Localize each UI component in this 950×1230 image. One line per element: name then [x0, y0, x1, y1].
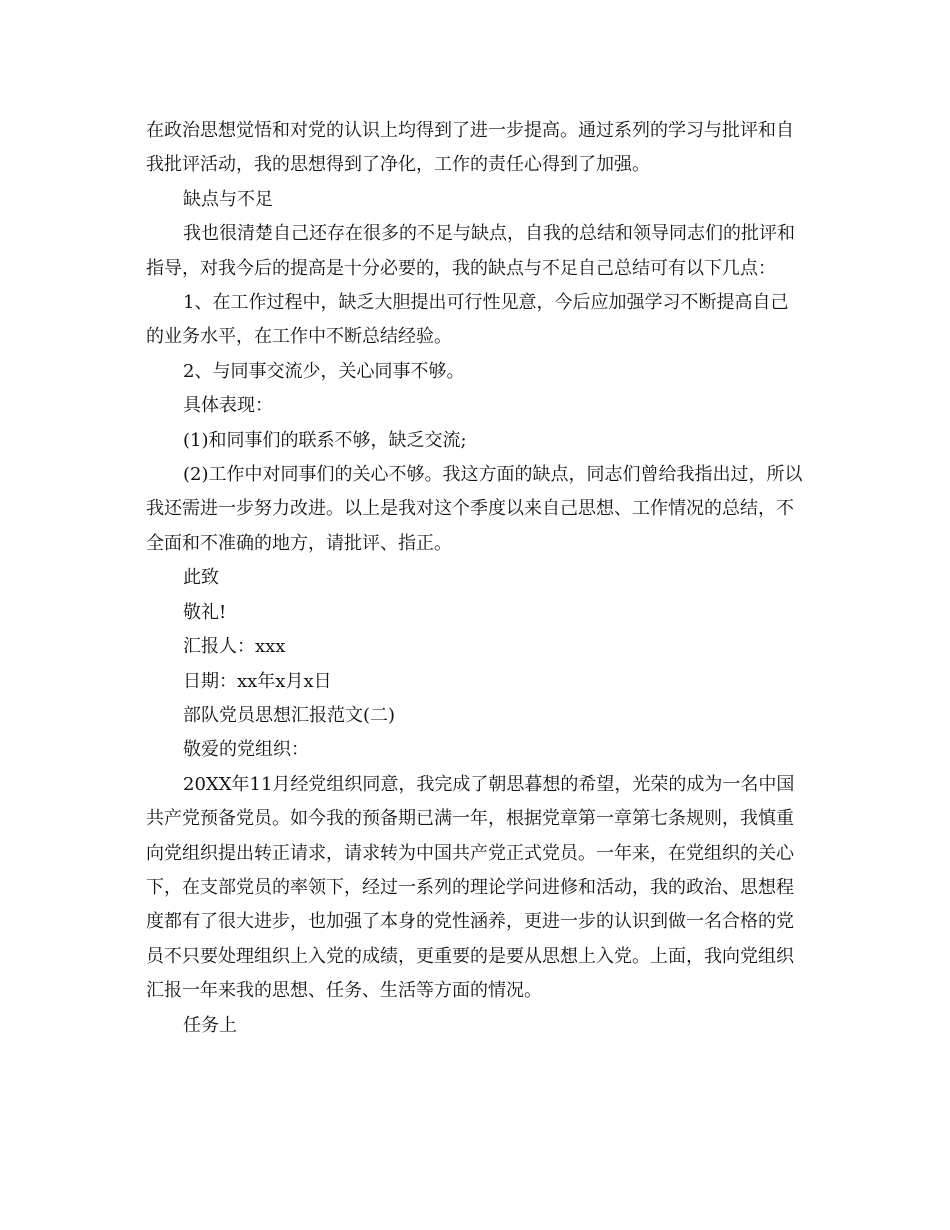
date-line: 日期：xx年x月x日 — [183, 670, 332, 692]
list-item: (1)和同事们的联系不够，缺乏交流; — [183, 429, 467, 451]
section-heading-work: 任务上 — [183, 1014, 237, 1036]
list-item: 2、与同事交流少，关心同事不够。 — [183, 360, 465, 382]
list-item: (2)工作中对同事们的关心不够。我这方面的缺点，同志们曾给我指出过，所以我还需进一步努力改进。以上是我对这个季度以来自己思想、工作情况的总结，不全面和不准确的地方，请批评、指正。 — [146, 464, 803, 554]
paragraph: 具体表现： — [183, 395, 273, 417]
paragraph: 在政治思想觉悟和对党的认识上均得到了进一步提高。通过系列的学习与批评和自我批评活动，我的思想得到了净化，工作的责任心得到了加强。 — [146, 120, 794, 176]
document-body — [146, 114, 806, 1043]
paragraph: 我也很清楚自己还存在很多的不足与缺点，自我的总结和领导同志们的批评和指导，对我今后的提高是十分必要的，我的缺点与不足自己总结可有以下几点： — [146, 223, 795, 279]
section-heading-shortcomings: 缺点与不足 — [183, 188, 273, 210]
list-item: 1、在工作过程中，缺乏大胆提出可行性见意，今后应加强学习不断提高自己的业务水平，在工作中不断总结经验。 — [146, 292, 789, 348]
greeting-line: 敬爱的党组织： — [183, 739, 309, 761]
closing-salutation: 此致 — [183, 567, 219, 589]
paragraph: 20XX年11月经党组织同意，我完成了朝思暮想的希望，光荣的成为一名中国共产党预备党员。如今我的预备期已满一年，根据党章第一章第七条规则，我慎重向党组织提出转正请求，请求转为中国共产党正式党员。一年来，在党组织的关心下，在支部党员的率领下，经过一系列的理论学问进修和活动，我的政治、思想程度都有了很大进步，也加强了本身的党性涵养，更进一步的认识到做一名合格的党员不只要处理组织上入党的成绩，更重要的是要从思想上入党。上面，我向党组织汇报一年来我的思想、任务、生活等方面的情况。 — [146, 773, 795, 1002]
section-title: 部队党员思想汇报范文(二) — [183, 704, 396, 726]
reporter-line: 汇报人：xxx — [183, 636, 286, 658]
closing-regards: 敬礼! — [183, 601, 227, 623]
